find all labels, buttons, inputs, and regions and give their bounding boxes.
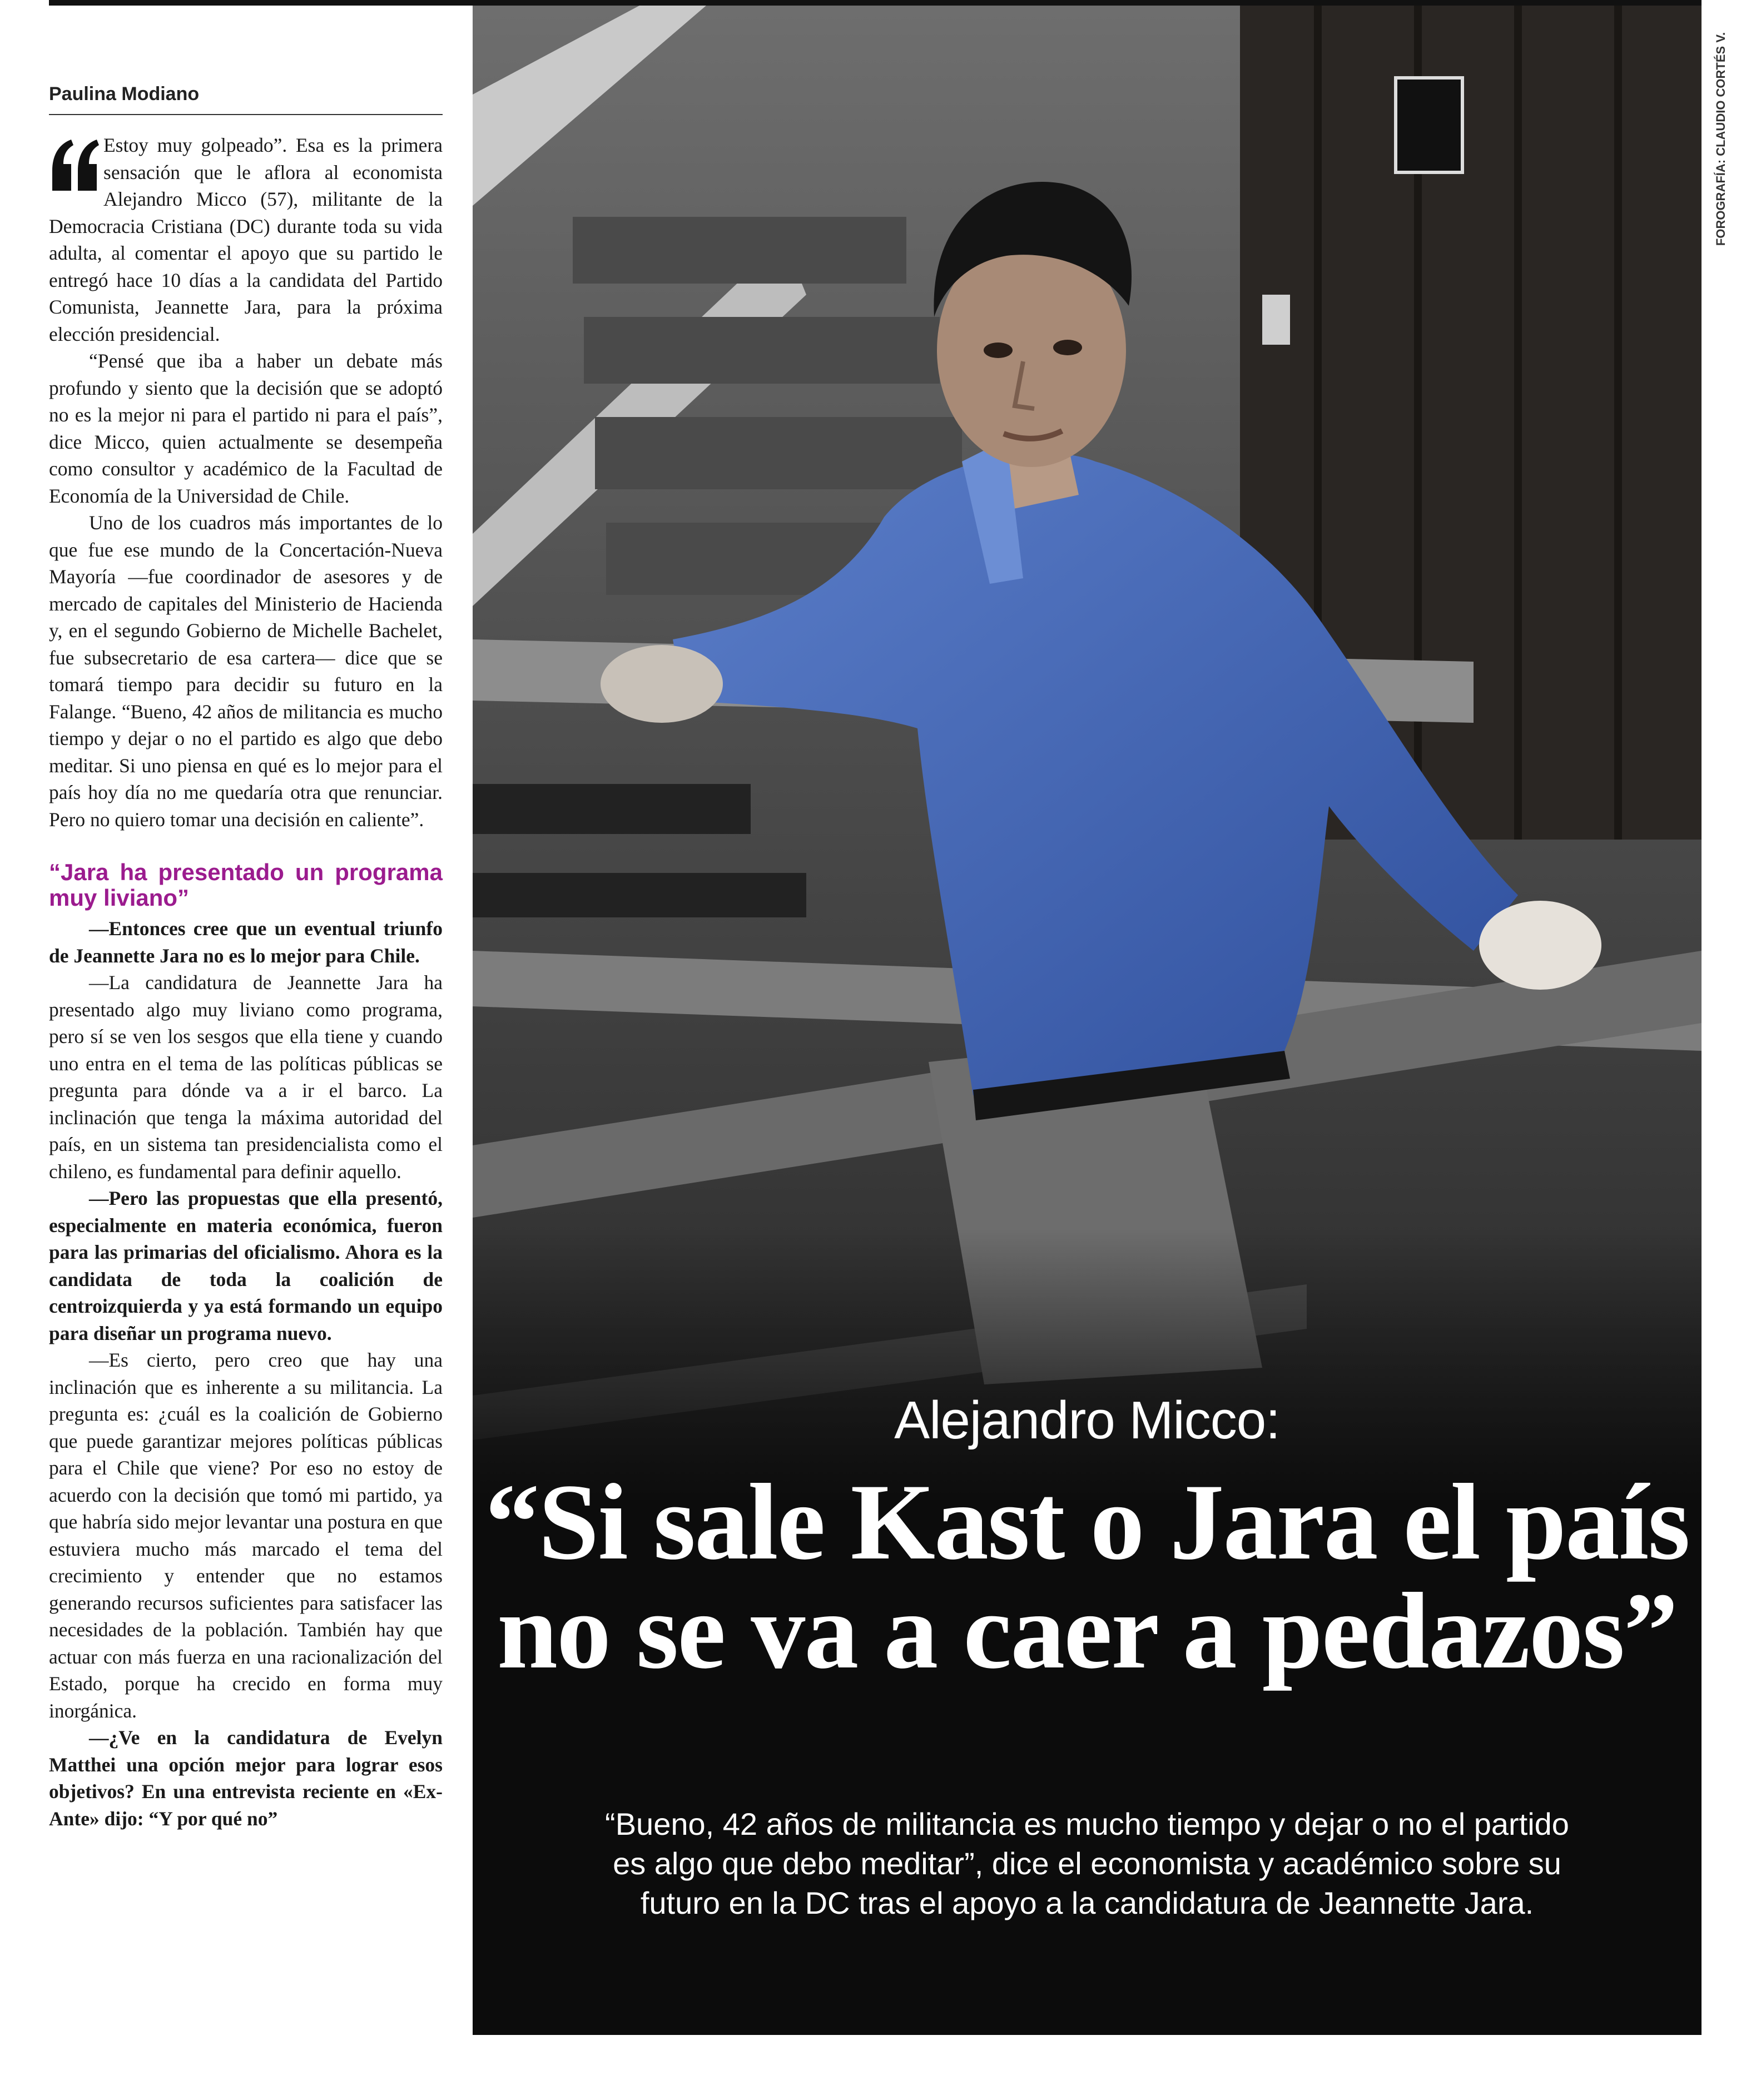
paragraph-3: Uno de los cuadros más importantes de lo que fue ese mundo de la Concertación-Nueva Mayoría —fue coordinador de asesores y de mercado de capitales del Ministerio de Hacienda y, en el segundo Gobierno de Michelle Bachelet, fue subsecretario de esa cartera— dice que se tomará tiempo para decidir su futuro en la Falange. “Bueno, 42 años de militancia es mucho tiempo y dejar o no el partido es algo que debo meditar. Si uno piensa en qué es lo mejor para el país hoy día no me quedaría otra que renunciar. Pero no quiero tomar una decisión en caliente”. [49, 512, 443, 831]
answer-2: —Es cierto, pero creo que hay una inclinación que es inherente a su militancia. La pregunta es: ¿cuál es la coalición de Gobierno que puede garantizar mejores políticas públicas para el Chile que viene? Por eso no estoy de acuerdo con la decisión que tomó mi partido, ya que habría sido mejor levantar una postura en que estuviera mucho más marcado el tema del crecimiento y entender que no estamos generando recursos suficientes para satisfacer las necesidades de la población. También hay que actuar con más fuerza en una racionalización del Estado, porque ha crecido en forma muy inorgánica. [49, 1349, 443, 1722]
paragraph-2: “Pensé que iba a haber un debate más profundo y siento que la decisión que se adoptó no es la mejor ni para el partido ni para el país”, dice Micco, quien actualmente se desempeña como consultor y académico de la Facultad de Economía de la Universidad de Chile. [49, 350, 443, 507]
section-subhead: “Jara ha presentado un programa muy liviano” [49, 859, 443, 911]
top-rule [49, 0, 1702, 6]
staircase-photo-illustration [473, 6, 1702, 2035]
headline-kicker: Alejandro Micco: [894, 1391, 1280, 1450]
photo-credit-text: FOROGRAFÍA: CLAUDIO CORTÉS V. [1714, 32, 1728, 246]
deck-summary: “Bueno, 42 años de militancia es mucho tiempo y dejar o no el partido es algo que debo meditar”, dice el economista y académico sobre su futuro en la DC tras el apoyo a la candidatura de Jeannette Jara. [605, 1806, 1569, 1920]
question-3: —¿Ve en la candidatura de Evelyn Matthei una opción mejor para lograr esos objetivos? En una entrevista reciente en «Ex-Ante» dijo: “Y por qué no” [49, 1726, 443, 1830]
question-2: —Pero las propuestas que ella presentó, especialmente en materia económica, fueron para las primarias del oficialismo. Ahora es la candidata de toda la coalición de centroizquierda y ya está formando un equipo para diseñar un programa nuevo. [49, 1187, 443, 1344]
answer-1: —La candidatura de Jeannette Jara ha presentado algo muy liviano como programa, pero sí se ven los sesgos que ella tiene y cuando uno entra en el tema de las políticas públicas se pregunta para dónde va a ir el barco. La inclinación que tenga la máxima autoridad del país, en un sistema tan presidencialista como el chileno, es fundamental para definir aquello. [49, 971, 443, 1183]
headline: “Si sale Kast o Jara el país no se va a caer a pedazos” [485, 1462, 1689, 1691]
article-column [49, 83, 443, 1832]
paragraph-1-text: Estoy muy golpeado”. Esa es la primera sensación que le aflora al economista Alejandro Micco (57), militante de la Democracia Cristiana (DC) durante toda su vida adulta, al comentar el apoyo que su partido le entregó hace 10 días a la candidata del Partido Comunista, Jeannette Jara, para la próxima elección presidencial. [49, 134, 443, 345]
question-1: —Entonces cree que un eventual triunfo de Jeannette Jara no es lo mejor para Chile. [49, 917, 443, 967]
byline: Paulina Modiano [49, 83, 443, 115]
photo-credit [1710, 11, 1732, 267]
opening-quote-mark [49, 135, 100, 196]
paragraph-1 [49, 132, 443, 347]
portrait-photo [473, 6, 1702, 2035]
article-body [49, 132, 443, 1832]
